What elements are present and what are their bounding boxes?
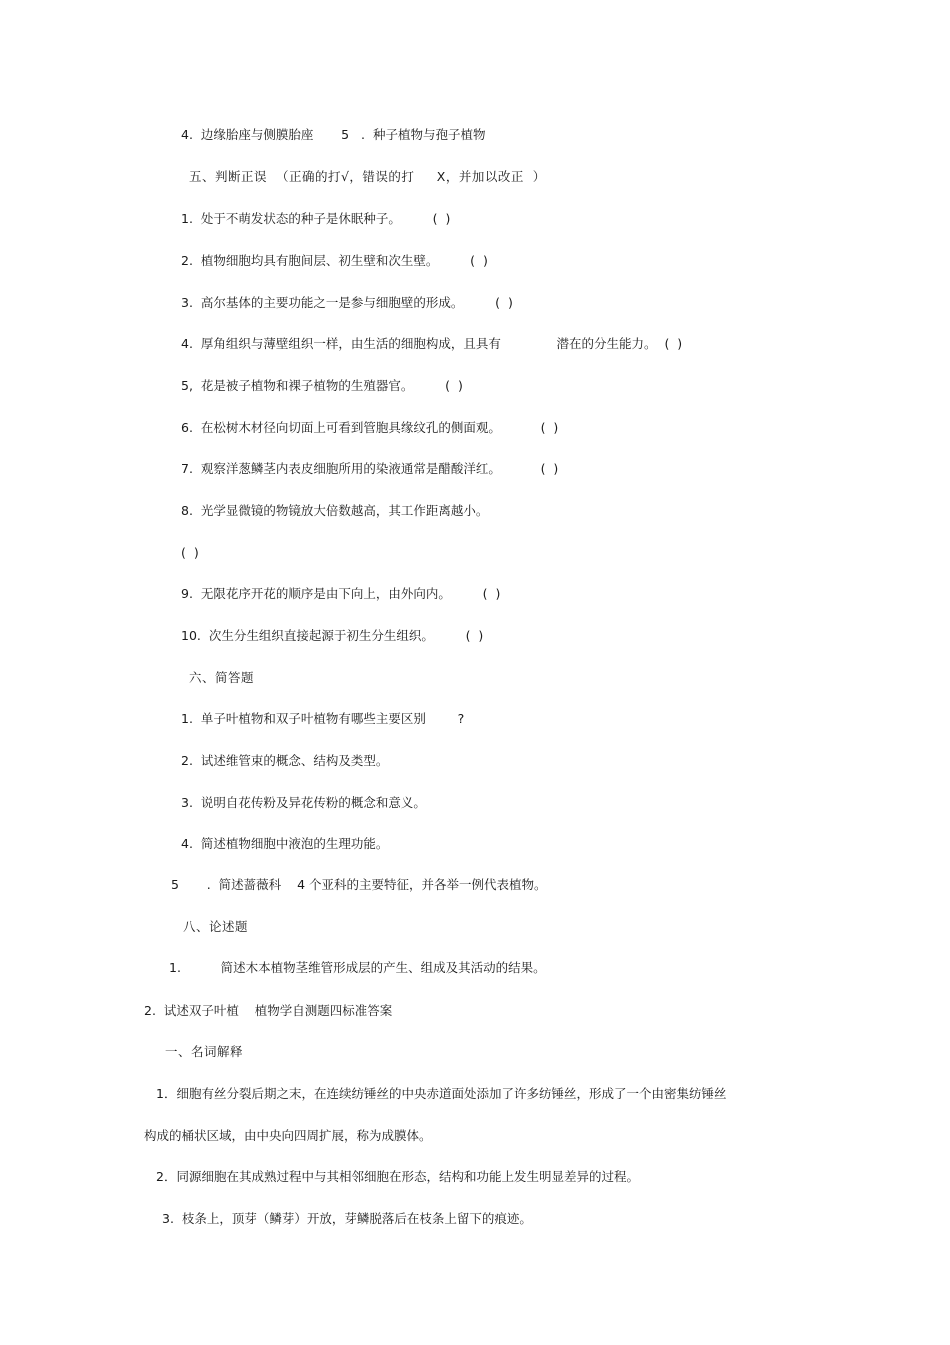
question-item: 4. 简述植物细胞中液泡的生理功能。 bbox=[181, 836, 389, 851]
question-item: 1. 单子叶植物和双子叶植物有哪些主要区别 ? bbox=[181, 711, 465, 726]
question-item: 2. 植物细胞均具有胞间层、初生壁和次生壁。 ( ) bbox=[181, 253, 488, 268]
question-item: 2. 试述维管束的概念、结构及类型。 bbox=[181, 753, 389, 768]
section-heading: 六、简答题 bbox=[189, 670, 255, 685]
answer-paragraph: 2．同源细胞在其成熟过程中与其相邻细胞在形态，结构和功能上发生明显差异的过程。 bbox=[156, 1169, 639, 1184]
section-heading: 五、判断正误 （正确的打√，错误的打 X，并加以改正 ） bbox=[189, 169, 546, 184]
question-item: 3. 说明自花传粉及异花传粉的概念和意义。 bbox=[181, 795, 426, 810]
answer-paragraph: 3. 枝条上，顶芽（鳞芽）开放，芽鳞脱落后在枝条上留下的痕迹。 bbox=[162, 1211, 532, 1226]
question-item: 4. 厚角组织与薄壁组织一样，由生活的细胞构成，且具有 潜在的分生能力。 ( ) bbox=[181, 336, 683, 351]
answer-paragraph: 构成的桶状区域，由中央向四周扩展，称为成膜体。 bbox=[144, 1128, 432, 1143]
question-item: 5, 花是被子植物和裸子植物的生殖器官。 ( ) bbox=[181, 378, 463, 393]
question-item: 2. 试述双子叶植 植物学自测题四标准答案 bbox=[144, 1003, 393, 1018]
section-heading: 一、名词解释 bbox=[165, 1044, 244, 1059]
question-item: 1. 处于不萌发状态的种子是休眠种子。 ( ) bbox=[181, 211, 451, 226]
question-item: 3. 高尔基体的主要功能之一是参与细胞壁的形成。 ( ) bbox=[181, 295, 513, 310]
question-item: 1. 简述木本植物茎维管形成层的产生、组成及其活动的结果。 bbox=[169, 960, 546, 975]
question-item: ( ) bbox=[181, 545, 199, 560]
question-item: 6. 在松树木材径向切面上可看到管胞具缘纹孔的侧面观。 ( ) bbox=[181, 420, 559, 435]
question-item: 10. 次生分生组织直接起源于初生分生组织。 ( ) bbox=[181, 628, 484, 643]
question-item: 4. 边缘胎座与侧膜胎座 5 . 种子植物与孢子植物 bbox=[181, 127, 486, 142]
question-item: 5 . 简述蔷薇科 4 个亚科的主要特征，并各举一例代表植物。 bbox=[171, 877, 547, 892]
question-item: 9. 无限花序开花的顺序是由下向上，由外向内。 ( ) bbox=[181, 586, 501, 601]
question-item: 7. 观察洋葱鳞茎内表皮细胞所用的染液通常是醋酸洋红。 ( ) bbox=[181, 461, 559, 476]
answer-paragraph: 1．细胞有丝分裂后期之末，在连续纺锤丝的中央赤道面处添加了许多纺锤丝，形成了一个由密集纺锤丝 bbox=[156, 1086, 727, 1101]
question-item: 8. 光学显微镜的物镜放大倍数越高，其工作距离越小。 bbox=[181, 503, 489, 518]
section-heading: 八、论述题 bbox=[183, 919, 249, 934]
